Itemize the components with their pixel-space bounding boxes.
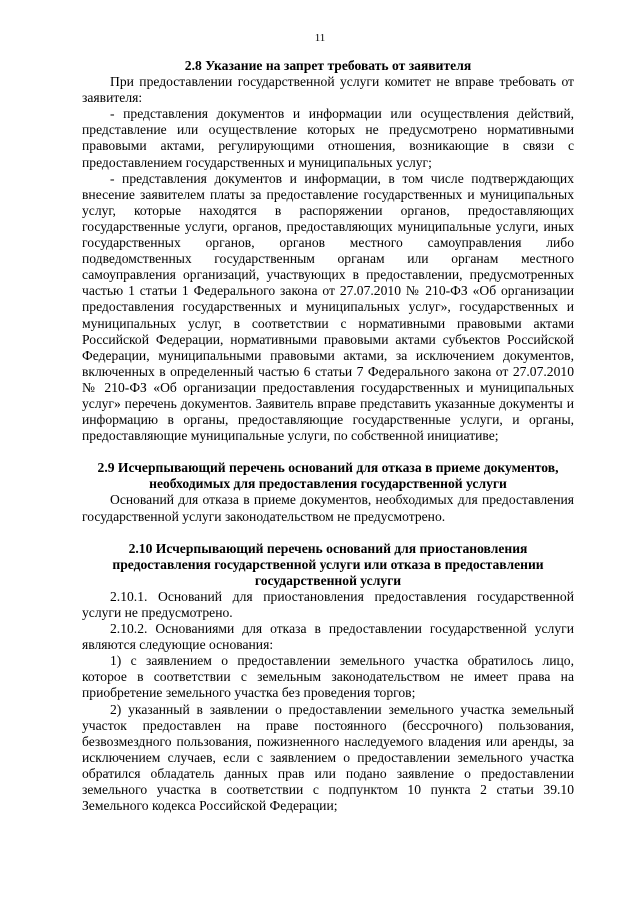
document-body: [82, 58, 574, 814]
section-2-10-heading: 2.10 Исчерпывающий перечень оснований для приостановления предоставления государственной услуги или отказа в предоставлении государственной услуги: [112, 540, 544, 588]
paragraph: 2.10.2. Основаниями для отказа в предоставлении государственной услуги являются следующие основания:: [82, 621, 574, 653]
section-2-9-heading: 2.9 Исчерпывающий перечень оснований для отказа в приеме документов, необходимых для предоставления государственной услуги: [97, 460, 559, 492]
paragraph: 2.10.1. Оснований для приостановления предоставления государственной услуги не предусмотрено.: [82, 588, 574, 620]
paragraph: При предоставлении государственной услуги комитет не вправе требовать от заявителя:: [82, 74, 574, 106]
section-2-10: [82, 541, 574, 815]
paragraph: Оснований для отказа в приеме документов, необходимых для предоставления государственной услуги законодательством не предусмотрено.: [82, 492, 574, 524]
section-2-9: [82, 460, 574, 524]
section-2-8-heading: 2.8 Указание на запрет требовать от заявителя: [184, 58, 472, 73]
paragraph: 1) с заявлением о предоставлении земельного участка обратилось лицо, которое в соответствии с земельным законодательством не имеет права на приобретение земельного участка без проведения торгов;: [82, 653, 574, 701]
paragraph: - представления документов и информации, в том числе подтверждающих внесение заявителем платы за предоставление государственных и муниципальных услуг, которые находятся в распоряжении органов, предоставляющих государственные услуги, органов, предоставляющих муниципальные услуги, иных государственных органов, органов местного самоуправления либо подведомственных государственным органам или органам местного самоуправления организаций, участвующих в предоставлении, предусмотренных частью 1 статьи 1 Федерального закона от 27.07.2010 № 210-ФЗ «Об организации предоставления государственных и муниципальных услуг», государственных и муниципальных услуг, в соответствии с нормативными правовыми актами Российской Федерации, нормативными правовыми актами субъектов Российской Федерации, муниципальными правовыми актами, за исключением документов, включенных в определенный частью 6 статьи 7 Федерального закона от 27.07.2010 № 210-ФЗ «Об организации предоставления государственных и муниципальных услуг» перечень документов. Заявитель вправе представить указанные документы и информацию в органы, предоставляющие государственные услуги, и органы, предоставляющие муниципальные услуги, по собственной инициативе;: [82, 170, 574, 444]
page-number: 11: [314, 32, 326, 44]
section-spacer: [82, 525, 574, 541]
paragraph: 2) указанный в заявлении о предоставлении земельного участка земельный участок предоставлен на праве постоянного (бессрочного) пользования, безвозмездного пользования, пожизненного наследуемого владения или аренды, за исключением случаев, если с заявлением о предоставлении земельного участка обратился обладатель данных прав или подано заявление о предоставлении земельного участка в соответствии с подпунктом 10 пункта 2 статьи 39.10 Земельного кодекса Российской Федерации;: [82, 701, 574, 814]
paragraph: - представления документов и информации или осуществления действий, представление или осуществление которых не предусмотрено нормативными правовыми актами, регулирующими отношения, возникающие в связи с предоставлением государственных и муниципальных услуг;: [82, 106, 574, 170]
section-2-8: [82, 58, 574, 444]
section-spacer: [82, 444, 574, 460]
